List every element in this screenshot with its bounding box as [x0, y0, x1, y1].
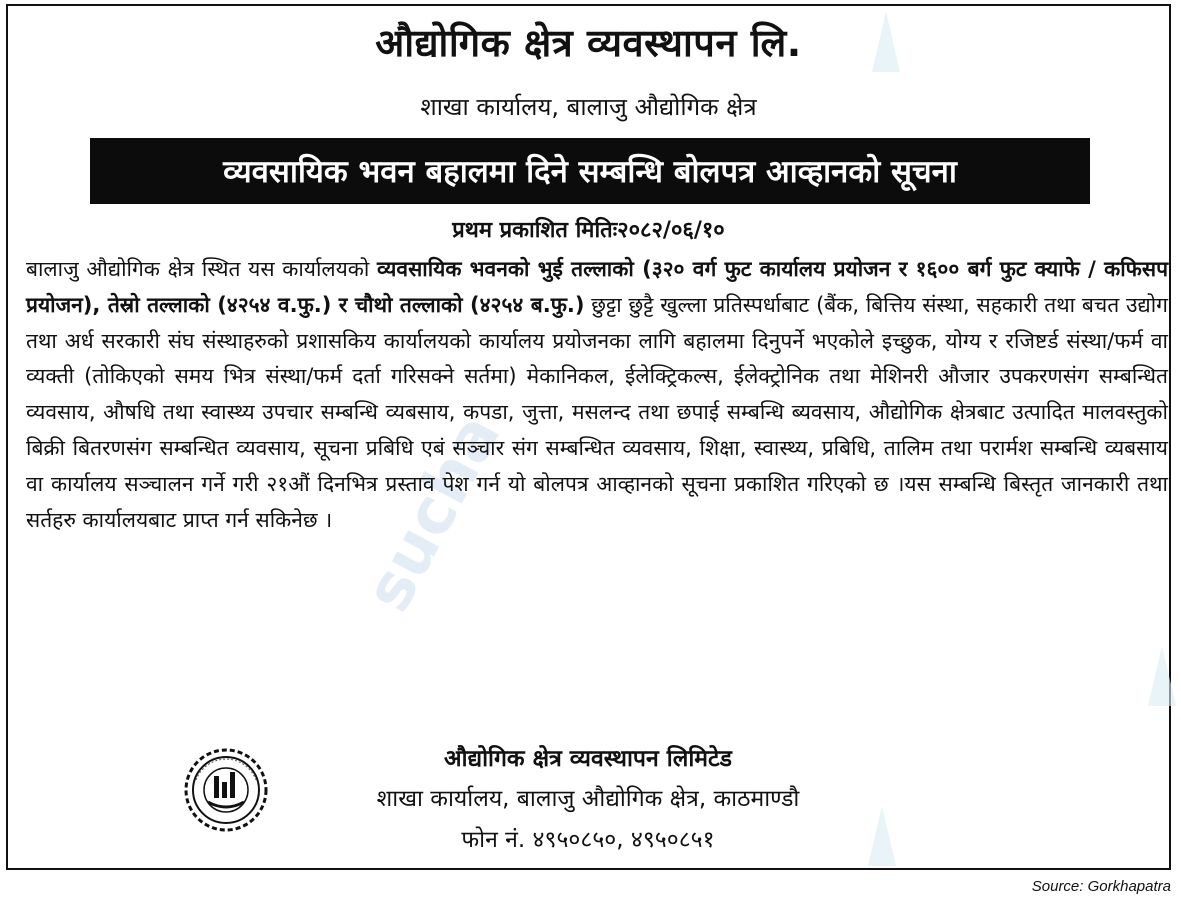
- footer-phone: फोन नं. ४९५०८५०, ४९५०८५१: [461, 827, 715, 853]
- footer-address: शाखा कार्यालय, बालाजु औद्योगिक क्षेत्र, काठमाण्डौ: [376, 786, 800, 812]
- notice-headline: व्यवसायिक भवन बहालमा दिने सम्बन्धि बोलपत्र आव्हानको सूचना: [90, 138, 1090, 204]
- notice-body: [26, 252, 1168, 538]
- watermark-triangle-icon: [1148, 646, 1176, 706]
- watermark-logo: sucha: [351, 402, 516, 624]
- gear-factory-emblem-icon: [166, 744, 286, 836]
- body-conditions: छुट्टा छुट्टै खुल्ला प्रतिस्पर्धाबाट (बैंक, बित्तिय संस्था, सहकारी तथा बचत उद्योग तथा अर्ध सरकारी संघ संस्थाहरुको प्रशासकिय कार्यालयको कार्यालय प्रयोजनका लागि बहालमा दिनुपर्ने भएकोले इच्छुक, योग्य र रजिष्टर्ड संस्था/फर्म वा व्यक्ती (तोकिएको समय भित्र संस्था/फर्म दर्ता गरिसक्ने सर्तमा) मेकानिकल, ईलेक्ट्रिकल्स, ईलेक्ट्रोनिक तथा मेशिनरी औजार उपकरणसंग सम्बन्धित व्यवसाय, औषधि तथा स्वास्थ्य उपचार सम्बन्धि व्यबसाय, कपडा, जुत्ता, मसलन्द तथा छपाई सम्बन्धि ब्यवसाय, औद्योगिक क्षेत्रबाट उत्पादित मालवस्तुको बिक्री बितरणसंग सम्बन्धित व्यवसाय, सूचना प्रबिधि एबं सञ्चार संग सम्बन्धित व्यवसाय, शिक्षा, स्वास्थ्य, प्रबिधि, तालिम तथा परार्मश सम्बन्धि व्यबसाय वा कार्यालय सञ्चालन गर्ने गरी २१औं दिनभित्र प्रस्ताव पेश गर्न यो बोलपत्र आव्हानको सूचना प्रकाशित गरिएको छ ।यस सम्बन्धि बिस्तृत जानकारी तथा सर्तहरु कार्यालयबाट प्राप्त गर्न सकिनेछ ।: [26, 292, 1168, 532]
- source-credit: Source: Gorkhapatra: [1031, 878, 1171, 895]
- body-intro: बालाजु औद्योगिक क्षेत्र स्थित यस कार्यालयको: [26, 257, 378, 281]
- body-building-details: व्यवसायिक भवनको भुई तल्लाको (३२० वर्ग फुट कार्यालय प्रयोजन र १६०० बर्ग फुट क्याफे / कफिसप प्रयोजन), तेस्रो तल्लाको (४२५४ व.फु.) र चौथो तल्लाको (४२५४ ब.फु.): [26, 257, 1169, 317]
- watermark-triangle-icon: [868, 806, 896, 866]
- notice-frame: [6, 4, 1171, 870]
- publication-date: प्रथम प्रकाशित मितिः२०८२/०६/१०: [452, 218, 725, 243]
- branch-subtitle: शाखा कार्यालय, बालाजु औद्योगिक क्षेत्र: [420, 93, 757, 121]
- organization-title: औद्योगिक क्षेत्र व्यवस्थापन लि.: [375, 21, 802, 65]
- footer-organization-name: औद्योगिक क्षेत्र व्यवस्थापन लिमिटेड: [444, 746, 732, 772]
- footer-contact: [308, 740, 868, 860]
